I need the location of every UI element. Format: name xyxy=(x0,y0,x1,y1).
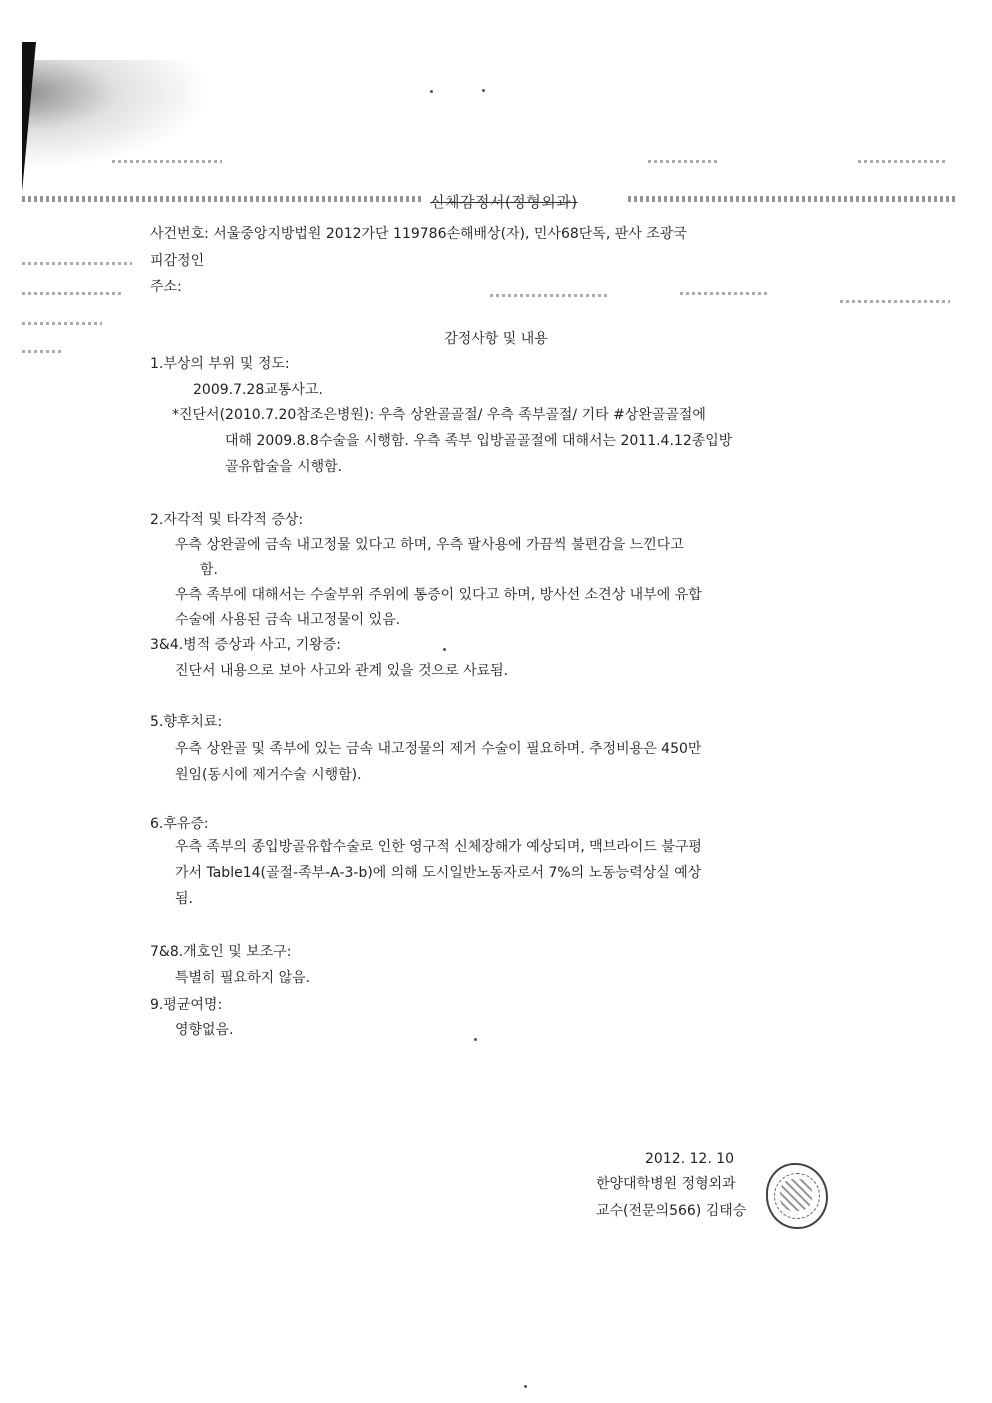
scan-noise xyxy=(22,196,422,202)
section-line: 우측 상완골에 금속 내고정물 있다고 하며, 우측 팔사용에 가끔씩 불편감을 느낀다고 xyxy=(175,537,684,553)
scan-speck xyxy=(443,648,446,651)
section-main-heading: 감정사항 및 내용 xyxy=(444,331,548,347)
scan-noise xyxy=(680,292,770,295)
scan-noise xyxy=(112,160,222,163)
section-line: 진단서 내용으로 보아 사고와 관계 있을 것으로 사료됨. xyxy=(175,663,509,679)
section-line: 대해 2009.8.8수술을 시행함. 우측 족부 입방골골절에 대해서는 2011.4.12종입방 xyxy=(225,433,733,449)
signature-date: 2012. 12. 10 xyxy=(645,1151,735,1167)
scan-speck xyxy=(482,89,485,92)
address-label: 주소: xyxy=(150,279,182,295)
section-line: 가서 Table14(골절-족부-A-3-b)에 의해 도시일반노동자로서 7%의 노동능력상실 예상 xyxy=(175,865,702,881)
section-line: 골유합술을 시행함. xyxy=(225,459,343,475)
scan-speck xyxy=(430,90,433,93)
scan-noise xyxy=(648,160,718,163)
seal-mark xyxy=(780,1179,812,1211)
section-heading: 9.평균여명: xyxy=(150,997,223,1013)
case-number-line: 사건번호: 서울중앙지방법원 2012가단 119786손해배상(자), 민사68단독, 판사 조광국 xyxy=(150,226,687,242)
signature-institution: 한양대학병원 정형외과 xyxy=(596,1176,736,1192)
official-seal-stamp xyxy=(766,1163,828,1229)
scan-noise xyxy=(22,262,132,265)
scan-noise xyxy=(858,160,948,163)
scan-shadow xyxy=(22,60,212,170)
document-title: 신체감정서(정형외과) xyxy=(430,193,578,211)
scan-noise xyxy=(628,196,958,202)
scan-noise xyxy=(22,322,102,325)
section-line: 우측 족부에 대해서는 수술부위 주위에 통증이 있다고 하며, 방사선 소견상 내부에 유합 xyxy=(175,587,702,603)
section-heading: 2.자각적 및 타각적 증상: xyxy=(150,512,304,528)
scan-noise xyxy=(840,300,950,303)
section-line: 영향없음. xyxy=(175,1022,234,1038)
scan-speck xyxy=(524,1385,527,1388)
section-line: 특별히 필요하지 않음. xyxy=(175,970,311,986)
section-line: 우측 상완골 및 족부에 있는 금속 내고정물의 제거 수술이 필요하며. 추정비용은 450만 xyxy=(175,741,702,757)
section-line: 2009.7.28교통사고. xyxy=(193,382,323,398)
scan-noise xyxy=(22,292,122,295)
scan-noise xyxy=(22,350,62,353)
section-line: 원임(동시에 제거수술 시행함). xyxy=(175,767,362,783)
folded-corner xyxy=(22,42,36,192)
section-line: 수술에 사용된 금속 내고정물이 있음. xyxy=(175,612,401,628)
subject-label: 피감정인 xyxy=(150,253,205,269)
section-heading: 7&8.개호인 및 보조구: xyxy=(150,944,292,960)
section-line: 함. xyxy=(200,562,218,578)
section-line: 됨. xyxy=(175,891,193,907)
section-line: *진단서(2010.7.20참조은병원): 우측 상완골골절/ 우측 족부골절/ 기타 #상완골골절에 xyxy=(172,407,706,423)
section-heading: 3&4.병적 증상과 사고, 기왕증: xyxy=(150,637,341,653)
signature-person: 교수(전문의566) 김태승 xyxy=(596,1203,747,1219)
section-heading: 6.후유증: xyxy=(150,816,209,832)
scan-noise xyxy=(490,294,610,297)
scan-speck xyxy=(474,1038,477,1041)
section-line: 우측 족부의 종입방골유합수술로 인한 영구적 신체장해가 예상되며, 맥브라이드 불구평 xyxy=(175,839,702,855)
section-heading: 1.부상의 부위 및 정도: xyxy=(150,356,290,372)
section-heading: 5.향후치료: xyxy=(150,714,223,730)
